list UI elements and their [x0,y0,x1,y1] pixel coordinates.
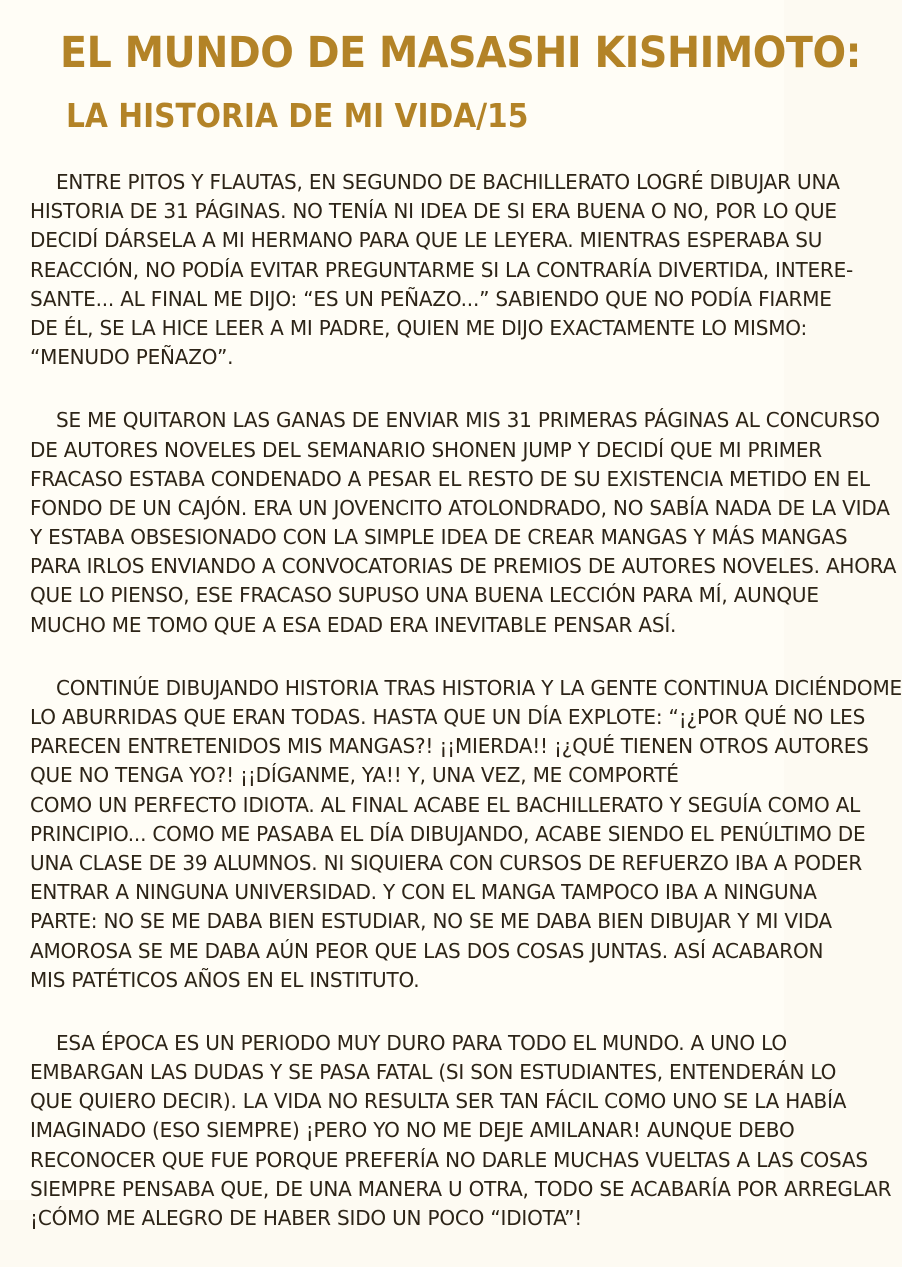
text-line: EMBARGAN LAS DUDAS Y SE PASA FATAL (SI SON ESTUDIANTES, ENTENDERÁN LO [30,1060,837,1085]
text-line: SANTE... AL FINAL ME DIJO: “ES UN PEÑAZO...” SABIENDO QUE NO PODÍA FIARME [30,286,832,311]
text-line: IMAGINADO (ESO SIEMPRE) ¡PERO YO NO ME DEJE AMILANAR! AUNQUE DEBO [30,1118,795,1143]
text-line: SIEMPRE PENSABA QUE, DE UNA MANERA U OTRA, TODO SE ACABARÍA POR ARREGLAR [30,1176,892,1201]
page-title: EL MUNDO DE MASASHI KISHIMOTO: [60,28,861,78]
text-line: COMO UN PERFECTO IDIOTA. AL FINAL ACABE EL BACHILLERATO Y SEGUÍA COMO AL [30,792,861,817]
text-line: “MENUDO PEÑAZO”. [30,345,234,370]
text-line: ¡CÓMO ME ALEGRO DE HABER SIDO UN POCO “IDIOTA”! [30,1206,583,1230]
text-line: LO ABURRIDAS QUE ERAN TODAS. HASTA QUE UN DÍA EXPLOTE: “¡¿POR QUÉ NO LES [30,705,866,729]
text-line: PARA IRLOS ENVIANDO A CONVOCATORIAS DE PREMIOS DE AUTORES NOVELES. AHORA [30,554,897,579]
text-line: QUE NO TENGA YO?! ¡¡DÍGANME, YA!! Y, UNA VEZ, ME COMPORTÉ [30,763,679,788]
text-line: REACCIÓN, NO PODÍA EVITAR PREGUNTARME SI LA CONTRARÍA DIVERTIDA, INTERE- [30,257,854,282]
page-subtitle: LA HISTORIA DE MI VIDA/15 [66,96,529,135]
text-line: DECIDÍ DÁRSELA A MI HERMANO PARA QUE LE LEYERA. MIENTRAS ESPERABA SU [30,228,823,253]
article-body [30,168,902,1267]
paragraph [30,1029,892,1233]
text-line: PARECEN ENTRETENIDOS MIS MANGAS?! ¡¡MIERDA!! ¡¿QUÉ TIENEN OTROS AUTORES [30,734,869,759]
text-line: ENTRAR A NINGUNA UNIVERSIDAD. Y CON EL MANGA TAMPOCO IBA A NINGUNA [30,880,817,905]
text-line: DE AUTORES NOVELES DEL SEMANARIO SHONEN JUMP Y DECIDÍ QUE MI PRIMER [30,437,822,462]
text-line: QUE LO PIENSO, ESE FRACASO SUPUSO UNA BUENA LECCIÓN PARA MÍ, AUNQUE [30,583,819,608]
text-line: PARTE: NO SE ME DABA BIEN ESTUDIAR, NO SE ME DABA BIEN DIBUJAR Y MI VIDA [30,909,832,934]
text-line: AMOROSA SE ME DABA AÚN PEOR QUE LAS DOS COSAS JUNTAS. ASÍ ACABARON [30,938,824,963]
paragraph [30,674,902,995]
text-line: PRINCIPIO... COMO ME PASABA EL DÍA DIBUJANDO, ACABE SIENDO EL PENÚLTIMO DE [30,821,866,846]
text-line: RECONOCER QUE FUE PORQUE PREFERÍA NO DARLE MUCHAS VUELTAS A LAS COSAS [30,1147,868,1172]
text-line: SE ME QUITARON LAS GANAS DE ENVIAR MIS 31 PRIMERAS PÁGINAS AL CONCURSO [56,408,880,433]
text-line: FONDO DE UN CAJÓN. ERA UN JOVENCITO ATOLONDRADO, NO SABÍA NADA DE LA VIDA [30,495,890,520]
text-line: ESA ÉPOCA ES UN PERIODO MUY DURO PARA TODO EL MUNDO. A UNO LO [56,1030,787,1055]
text-line: UNA CLASE DE 39 ALUMNOS. NI SIQUIERA CON CURSOS DE REFUERZO IBA A PODER [30,850,863,875]
text-line: FRACASO ESTABA CONDENADO A PESAR EL RESTO DE SU EXISTENCIA METIDO EN EL [30,466,870,491]
text-line: MUCHO ME TOMO QUE A ESA EDAD ERA INEVITABLE PENSAR ASÍ. [30,612,677,637]
text-line: DE ÉL, SE LA HICE LEER A MI PADRE, QUIEN ME DIJO EXACTAMENTE LO MISMO: [30,315,808,340]
paragraph [30,168,854,372]
text-line: HISTORIA DE 31 PÁGINAS. NO TENÍA NI IDEA DE SI ERA BUENA O NO, POR LO QUE [30,199,837,224]
text-line: MIS PATÉTICOS AÑOS EN EL INSTITUTO. [30,967,420,992]
text-line: ENTRE PITOS Y FLAUTAS, EN SEGUNDO DE BACHILLERATO LOGRÉ DIBUJAR UNA [56,170,840,194]
paragraph [30,406,897,640]
text-line: CONTINÚE DIBUJANDO HISTORIA TRAS HISTORIA Y LA GENTE CONTINUA DICIÉNDOME [56,675,902,700]
text-line: QUE QUIERO DECIR). LA VIDA NO RESULTA SER TAN FÁCIL COMO UNO SE LA HABÍA [30,1089,847,1114]
text-line: Y ESTABA OBSESIONADO CON LA SIMPLE IDEA DE CREAR MANGAS Y MÁS MANGAS [30,525,848,550]
